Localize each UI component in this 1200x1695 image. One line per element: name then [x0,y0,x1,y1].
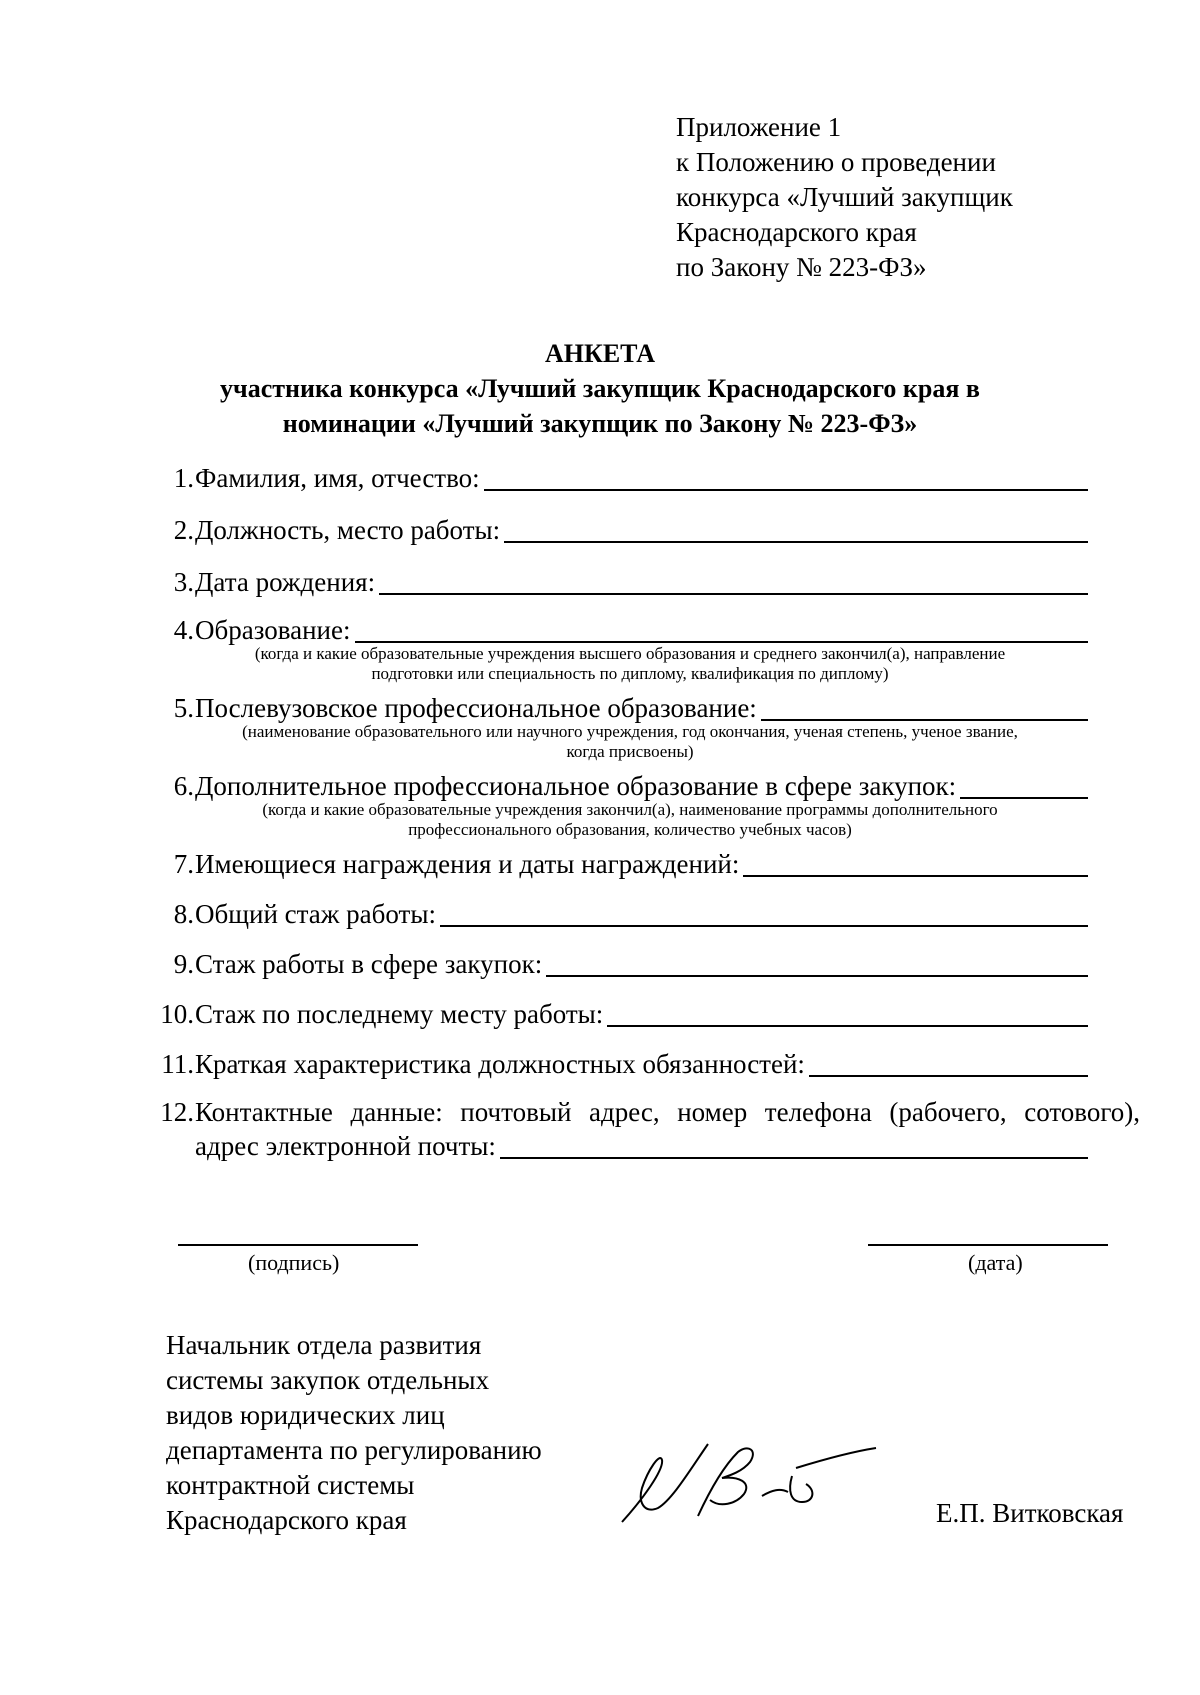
field-row [195,998,1088,1030]
field-number: 9. [173,949,194,979]
field-row [195,1048,1088,1080]
field-number: 4. [173,615,194,645]
field-row [195,692,1088,724]
hint-line: (когда и какие образовательные учреждения закончил(а), наименование программы дополнительного [262,800,998,819]
duties-input-line[interactable] [809,1075,1088,1077]
field-label: Контактные данные: почтовый адрес, номер телефона (рабочего, сотового), [195,1097,1140,1127]
field-row [195,948,1088,980]
footer-line: видов юридических лиц [166,1400,445,1430]
field-label: Должность, место работы: [195,515,501,545]
awards-input-line[interactable] [743,875,1088,877]
last-job-experience-input-line[interactable] [607,1025,1088,1027]
field-hint [160,722,1100,762]
appendix-note [676,110,1013,285]
field-row [195,566,1088,598]
field-row [195,770,1088,802]
birth-date-input-line[interactable] [379,593,1088,595]
footer-line: контрактной системы [166,1470,415,1500]
field-number: 5. [173,693,194,723]
date-caption: (дата) [968,1250,1023,1275]
additional-education-input-line[interactable] [960,797,1088,799]
hint-line: (когда и какие образовательные учреждения высшего образования и среднего закончил(а), направление [254,644,1006,663]
field-number: 2. [173,515,194,545]
field-label: Стаж работы в сфере закупок: [195,949,543,979]
field-row [195,514,1088,546]
field-number: 12. [160,1097,194,1127]
field-label: Дополнительное профессиональное образование в сфере закупок: [195,771,957,801]
field-number: 10. [160,999,194,1029]
field-hint [160,644,1100,684]
footer-position [166,1328,542,1538]
field-label: Стаж по последнему месту работы: [195,999,604,1029]
field-row [195,848,1088,880]
field-label: Образование: [195,615,351,645]
footer-line: департамента по регулированию [166,1435,542,1465]
signature-caption: (подпись) [248,1250,340,1275]
field-number: 6. [173,771,194,801]
field-number: 8. [173,899,194,929]
field-row [195,1096,1140,1128]
date-line[interactable] [868,1244,1108,1246]
form-title-subtitle: участника конкурса «Лучший закупщик Краснодарского края в [220,374,980,403]
appendix-line: к Положению о проведении [676,147,996,177]
postgraduate-input-line[interactable] [761,719,1088,721]
procurement-experience-input-line[interactable] [546,975,1088,977]
education-input-line[interactable] [355,641,1089,643]
appendix-line: Приложение 1 [676,112,842,142]
handwritten-signature-icon [612,1430,882,1530]
footer-line: Начальник отдела развития [166,1330,482,1360]
field-number: 1. [173,463,194,493]
form-title [0,336,1200,441]
full-name-input-line[interactable] [484,489,1088,491]
field-row [195,614,1088,646]
field-row [195,462,1088,494]
contacts-input-line[interactable] [500,1157,1088,1159]
field-row [195,898,1088,930]
field-label: Фамилия, имя, отчество: [195,463,480,493]
field-label: Общий стаж работы: [195,899,436,929]
field-label: адрес электронной почты: [195,1131,496,1161]
signature-line[interactable] [178,1244,418,1246]
field-number: 7. [173,849,194,879]
total-experience-input-line[interactable] [440,925,1088,927]
appendix-line: конкурса «Лучший закупщик [676,182,1013,212]
field-label: Дата рождения: [195,567,376,597]
position-input-line[interactable] [504,541,1088,543]
footer-line: системы закупок отдельных [166,1365,490,1395]
signer-name: Е.П. Витковская [936,1498,1124,1528]
field-label: Краткая характеристика должностных обязанностей: [195,1049,805,1079]
field-hint [160,800,1100,840]
field-number: 3. [173,567,194,597]
hint-line: профессионального образования, количество учебных часов) [408,820,852,839]
field-number: 11. [161,1049,194,1079]
hint-line: когда присвоены) [566,742,694,761]
field-label: Послевузовское профессиональное образование: [195,693,757,723]
field-label: Имеющиеся награждения и даты награждений: [195,849,740,879]
footer-line: Краснодарского края [166,1505,407,1535]
hint-line: подготовки или специальность по диплому, квалификация по диплому) [371,664,889,683]
appendix-line: Краснодарского края [676,217,917,247]
form-title-subtitle: номинации «Лучший закупщик по Закону № 223-ФЗ» [282,409,918,438]
form-title-main: АНКЕТА [544,339,656,368]
appendix-line: по Закону № 223-ФЗ» [676,252,927,282]
hint-line: (наименование образовательного или научного учреждения, год окончания, ученая степень, ученое звание, [242,722,1018,741]
field-row [195,1130,1088,1162]
